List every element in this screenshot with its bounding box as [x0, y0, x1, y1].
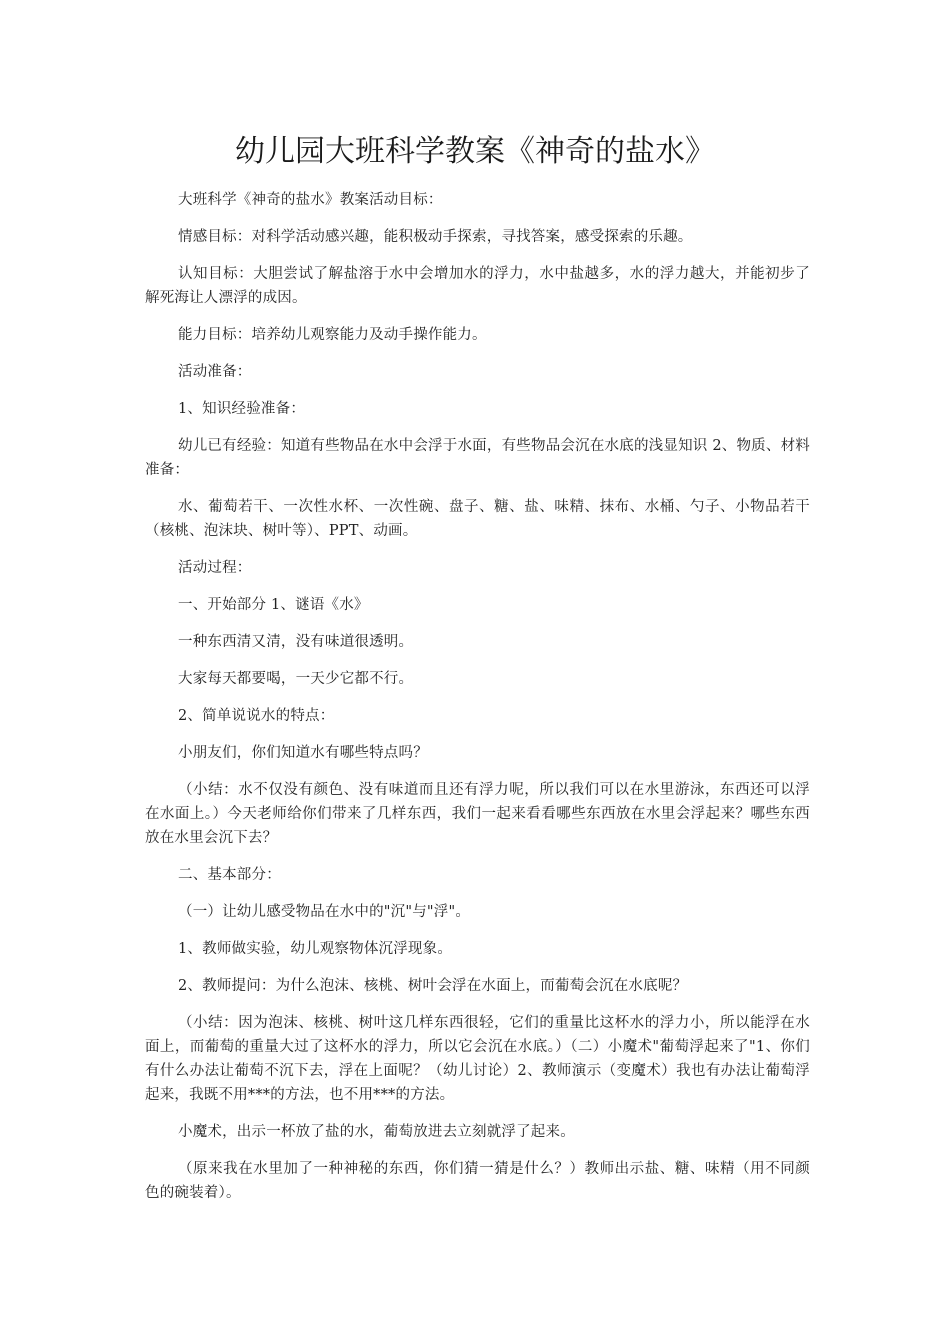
document-title: 幼儿园大班科学教案《神奇的盐水》 — [235, 134, 715, 169]
paragraph-experiment: 1、教师做实验，幼儿观察物体沉浮现象。 — [178, 941, 453, 957]
paragraph-magic-trick: 小魔术，出示一杯放了盐的水，葡萄放进去立刻就浮了起来。 — [178, 1124, 575, 1140]
paragraph-cognitive-goal: 认知目标：大胆尝试了解盐溶于水中会增加水的浮力，水中盐越多，水的浮力越大，并能初步了解死海让人漂浮的成因。 — [145, 266, 810, 306]
paragraph-question: 小朋友们，你们知道水有哪些特点吗？ — [178, 745, 428, 761]
paragraph-goals-heading: 大班科学《神奇的盐水》教案活动目标： — [178, 192, 443, 208]
paragraph-water-traits: 2、简单说说水的特点： — [178, 708, 335, 724]
paragraph-emotional-goal: 情感目标：对科学活动感兴趣，能积极动手探索，寻找答案，感受探索的乐趣。 — [178, 229, 693, 245]
paragraph-materials: 水、葡萄若干、一次性水杯、一次性碗、盘子、糖、盐、味精、抹布、水桶、勺子、小物品若干（核桃、泡沫块、树叶等）、PPT、动画。 — [145, 499, 810, 539]
paragraph-ability-goal: 能力目标：培养幼儿观察能力及动手操作能力。 — [178, 327, 487, 343]
paragraph-sink-float: （一）让幼儿感受物品在水中的"沉"与"浮"。 — [178, 904, 471, 920]
paragraph-secret-ingredient: （原来我在水里加了一种神秘的东西，你们猜一猜是什么？）教师出示盐、糖、味精（用不同颜色的碗装着）。 — [145, 1161, 810, 1201]
paragraph-riddle-line-2: 大家每天都要喝，一天少它都不行。 — [178, 671, 414, 687]
paragraph-basic-part-heading: 二、基本部分： — [178, 867, 281, 883]
paragraph-summary-2: （小结：因为泡沫、核桃、树叶这几样东西很轻，它们的重量比这杯水的浮力小，所以能浮在水面上，而葡萄的重量大过了这杯水的浮力，所以它会沉在水底。）（二）小魔术"葡萄浮起来了"1、你们有什么办法让葡萄不沉下去，浮在上面呢？（幼儿讨论）2、教师演示（变魔术）我也有办法让葡萄浮起来，我既不用***的方法，也不用***的方法。 — [145, 1015, 810, 1103]
paragraph-teacher-question: 2、教师提问：为什么泡沫、核桃、树叶会浮在水面上，而葡萄会沉在水底呢？ — [178, 978, 688, 994]
paragraph-knowledge-prep: 1、知识经验准备： — [178, 401, 306, 417]
paragraph-prior-experience: 幼儿已有经验：知道有些物品在水中会浮于水面，有些物品会沉在水底的浅显知识 2、物质、材料准备： — [145, 438, 810, 478]
paragraph-process-heading: 活动过程： — [178, 560, 252, 576]
document-body — [145, 188, 810, 1218]
paragraph-riddle-line-1: 一种东西清又清，没有味道很透明。 — [178, 634, 414, 650]
paragraph-opening-riddle: 一、开始部分 1、谜语《水》 — [178, 597, 369, 613]
paragraph-summary-1: （小结：水不仅没有颜色、没有味道而且还有浮力呢，所以我们可以在水里游泳，东西还可以浮在水面上。）今天老师给你们带来了几样东西，我们一起来看看哪些东西放在水里会浮起来？哪些东西放在水里会沉下去？ — [145, 782, 810, 846]
paragraph-preparation-heading: 活动准备： — [178, 364, 252, 380]
